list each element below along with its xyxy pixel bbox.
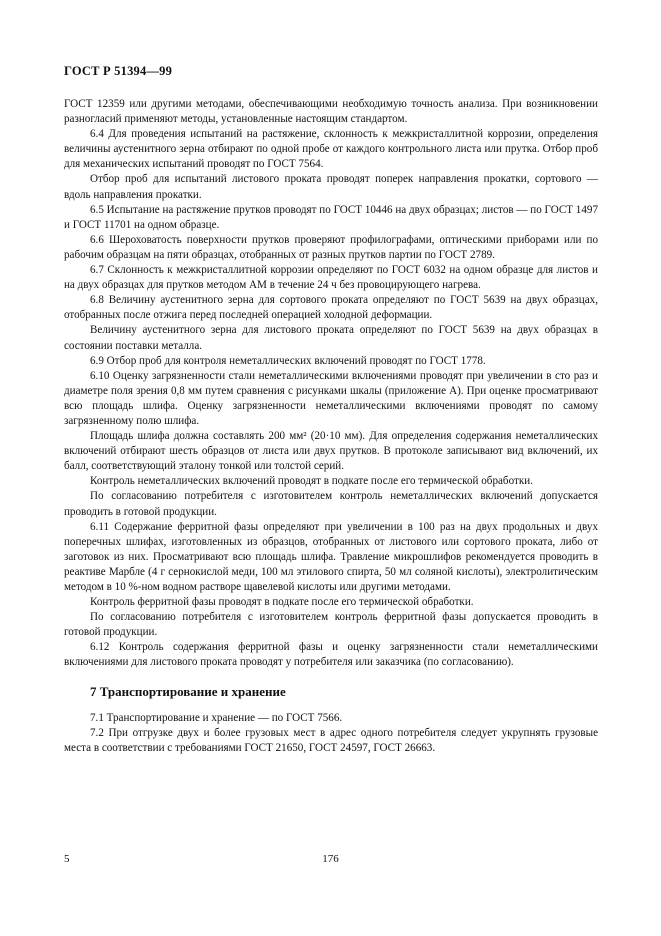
document-header-code: ГОСТ Р 51394—99 bbox=[64, 64, 173, 78]
paragraph-ferrite-agreement: По согласованию потребителя с изготовителем контроль ферритной фазы допускается проводить в готовой продукции. bbox=[64, 611, 598, 639]
paragraph-section-area: Площадь шлифа должна составлять 200 мм² (20·10 мм). Для определения содержания неметаллических включений отбирают шесть образцов от листа или двух прутков. В протоколе записывают вид включений, их балл, соответствующий эталону тонкой или толстой серий. bbox=[64, 430, 598, 473]
paragraph-6-11: 6.11 Содержание ферритной фазы определяют при увеличении в 100 раз на двух продольных и двух поперечных шлифах, изготовленных из образцов, отобранных от листового или сортового проката, либо от заготовок из них. Просматривают всю площадь шлифа. Травление микрошлифов рекомендуется проводить в реактиве Марбле (4 г сернокислой меди, 100 мл этилового спирта, 50 мл соляной кислоты), электролитическим методом в 10 %-ном водном растворе щавелевой кислоты или другими методами. bbox=[64, 520, 598, 593]
paragraph-6-10: 6.10 Оценку загрязненности стали неметаллическими включениями проводят при увеличении в сто раз и диаметре поля зрения 0,8 мм путем сравнения с рисунками шкалы (приложение А). При оценке просматривают всю площадь шлифа. Оценку загрязненности неметаллическими включениями проводят по самому загрязненному полю шлифа. bbox=[64, 369, 598, 427]
paragraph-sampling-direction: Отбор проб для испытаний листового проката проводят поперек направления прокатки, сортового — вдоль направления прокатки. bbox=[64, 173, 598, 201]
footer-global-page-number: 176 bbox=[322, 853, 339, 865]
paragraph-6-8: 6.8 Величину аустенитного зерна для сортового проката определяют по ГОСТ 5639 на двух образцах, отобранных после отжига перед последней операцией холодной деформации. bbox=[64, 294, 598, 322]
document-body bbox=[64, 97, 598, 756]
section-7-title: 7 Транспортирование и хранение bbox=[90, 683, 286, 699]
paragraph-ferrite-control: Контроль ферритной фазы проводят в подкате после его термической обработки. bbox=[90, 596, 474, 609]
paragraph-inclusions-agreement: По согласованию потребителя с изготовителем контроль неметаллических включений допускается проводить в готовой продукции. bbox=[64, 490, 598, 518]
paragraph-inclusions-control: Контроль неметаллических включений проводят в подкате после его термической обработки. bbox=[90, 475, 533, 488]
paragraph-continuation: ГОСТ 12359 или другими методами, обеспечивающими необходимую точность анализа. При возникновении разногласий применяют методы, установленные настоящим стандартом. bbox=[64, 98, 598, 126]
paragraph-7-2: 7.2 При отгрузке двух и более грузовых мест в адрес одного потребителя следует укрупнять грузовые места в соответствии с требованиями ГОСТ 21650, ГОСТ 24597, ГОСТ 26663. bbox=[64, 726, 598, 754]
paragraph-grain-sheet: Величину аустенитного зерна для листового проката определяют по ГОСТ 5639 на двух образцах в состоянии поставки металла. bbox=[64, 324, 598, 352]
paragraph-6-7: 6.7 Склонность к межкристаллитной коррозии определяют по ГОСТ 6032 на одном образце для листов и на двух образцах для прутков методом АМ в течение 24 ч без провоцирующего нагрева. bbox=[64, 264, 598, 292]
paragraph-6-4: 6.4 Для проведения испытаний на растяжение, склонность к межкристаллитной коррозии, определения величины аустенитного зерна отбирают по одной пробе от каждого контрольного листа или прутка. Отбор проб для механических испытаний проводят по ГОСТ 7564. bbox=[64, 128, 598, 171]
paragraph-6-12: 6.12 Контроль содержания ферритной фазы и оценку загрязненности стали неметаллическими включениями для листового проката проводят у потребителя или заказчика (по согласованию). bbox=[64, 641, 598, 669]
paragraph-6-9: 6.9 Отбор проб для контроля неметаллических включений проводят по ГОСТ 1778. bbox=[90, 354, 486, 367]
footer-local-page-number: 5 bbox=[64, 853, 70, 865]
paragraph-7-1: 7.1 Транспортирование и хранение — по ГОСТ 7566. bbox=[90, 711, 343, 724]
paragraph-6-6: 6.6 Шероховатость поверхности прутков проверяют профилографами, оптическими приборами или по рабочим образцам на пяти образцах, отобранных от разных прутков партии по ГОСТ 2789. bbox=[64, 233, 598, 261]
paragraph-6-5: 6.5 Испытание на растяжение прутков проводят по ГОСТ 10446 на двух образцах; листов — по ГОСТ 1497 и ГОСТ 11701 на одном образце. bbox=[64, 203, 598, 231]
